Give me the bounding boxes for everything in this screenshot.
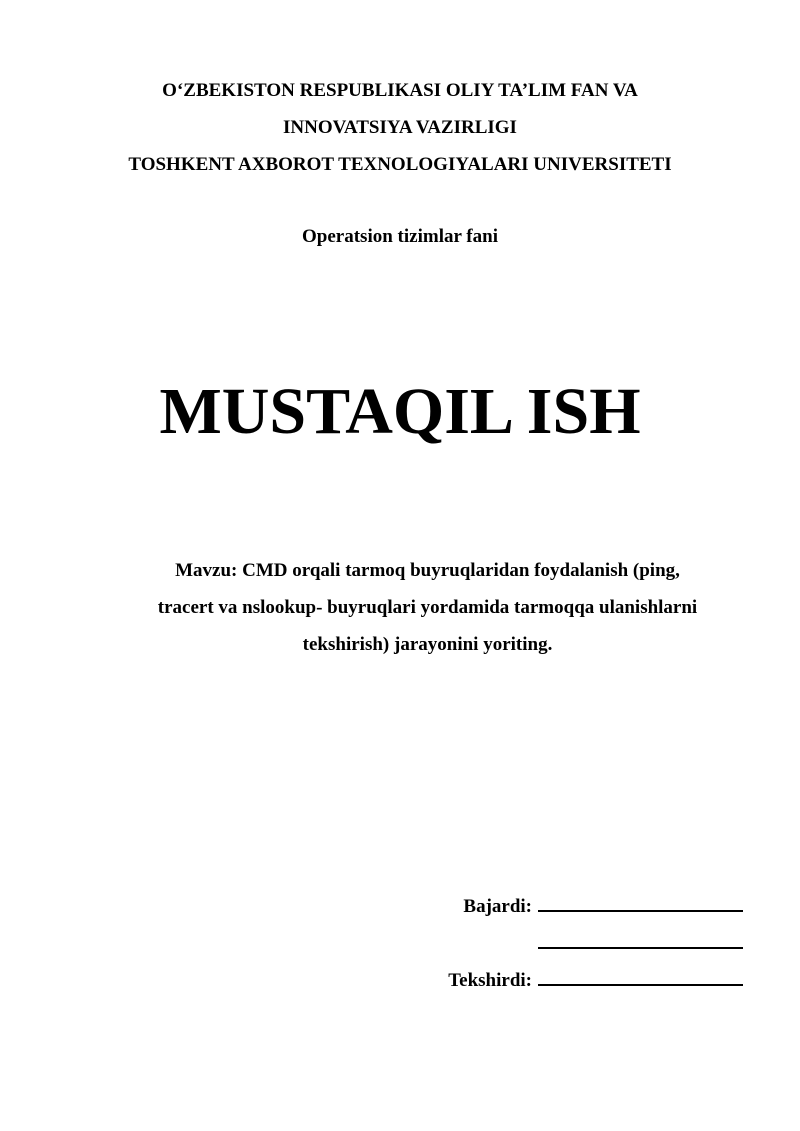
topic-line-3: tekshirish) jarayonini yoriting. [302, 634, 553, 655]
topic-line-2: tracert va nslookup- buyruqlari yordamida tarmoqqa ulanishlarni [157, 597, 698, 618]
topic-text [100, 552, 755, 663]
signature-block [448, 888, 743, 999]
topic-line-1: Mavzu: CMD orqali tarmoq buyruqlaridan foydalanish (ping, [175, 560, 680, 581]
ministry-header [0, 72, 800, 183]
performed-label: Bajardi: [463, 896, 532, 917]
subject-name: Operatsion tizimlar fani [302, 226, 498, 247]
header-line-2: INNOVATSIYA VAZIRLIGI [283, 117, 517, 138]
performed-extra-row [448, 925, 743, 962]
performed-signature-line [538, 888, 743, 912]
extra-signature-line [538, 925, 743, 949]
checked-signature-line [538, 962, 743, 986]
header-line-3: TOSHKENT AXBOROT TEXNOLOGIYALARI UNIVERSITETI [128, 154, 672, 175]
performed-row [448, 888, 743, 925]
checked-row [448, 962, 743, 999]
header-line-1: O‘ZBEKISTON RESPUBLIKASI OLIY TA’LIM FAN VA [162, 80, 638, 101]
page-title: MUSTAQIL ISH [159, 375, 641, 448]
checked-label: Tekshirdi: [448, 970, 532, 991]
